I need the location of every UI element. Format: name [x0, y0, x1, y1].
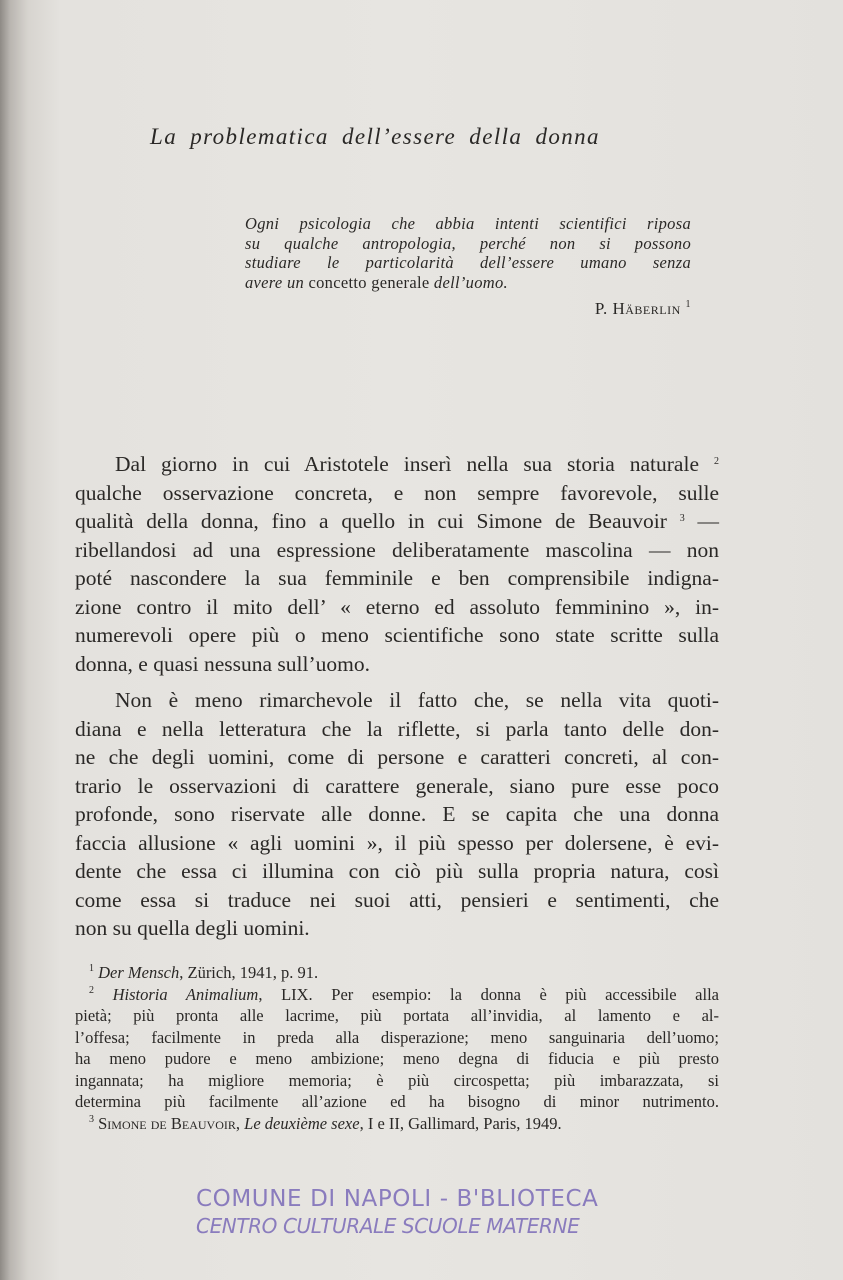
text-span: qualità della donna, fino a quello in cui Simone de Beauvoir — [75, 509, 667, 533]
text-line: faccia allusione « agli uomini », il più spesso per dolersene, è evi- — [75, 830, 719, 855]
paragraph-2 — [75, 686, 719, 943]
text-line: zione contro il mito dell’ « eterno ed assoluto femminino », in- — [75, 594, 719, 619]
footnote-author: Simone de Beauvoir — [98, 1113, 236, 1133]
footnote-title: Le deuxième sexe — [244, 1113, 360, 1133]
footnote-number: 3 — [89, 1113, 94, 1125]
text-line: qualche osservazione concreta, e non sempre favorevole, sulle — [75, 480, 719, 505]
footnote-number: 1 — [89, 963, 94, 974]
footnote-line: ha meno pudore e meno ambizione; meno degna di fiducia e più presto — [75, 1049, 719, 1068]
epigraph — [245, 214, 691, 292]
text-line — [75, 507, 719, 536]
epigraph-line — [245, 273, 691, 293]
footnote-1 — [75, 962, 719, 984]
text-span: Dal giorno in cui Aristotele inserì nella sua storia naturale — [115, 452, 699, 476]
epigraph-roman: concetto generale — [308, 272, 434, 292]
epigraph-line: su qualche antropologia, perché non si possono — [245, 233, 691, 253]
epigraph-author: P. Häberlin — [594, 299, 681, 318]
footnote-text: , I e II, Gallimard, Paris, 1949. — [359, 1113, 562, 1133]
footnote-line: determina più facilmente all’azione ed ha bisogno di minor nutrimento. — [75, 1092, 719, 1111]
text-line — [75, 450, 719, 479]
epigraph-italic: dell’uomo. — [433, 272, 508, 292]
footnote-title: Historia Animalium — [112, 984, 259, 1004]
footnote-3: $^3$ Simone de Beauvoir, Le deuxième sexe, I e II, Gallimard, Paris, 1949. — [89, 1113, 562, 1133]
text-line: ribellandosi ad una espressione deliberatamente mascolina — non — [75, 537, 719, 562]
epigraph-italic: avere un — [245, 272, 309, 292]
library-stamp — [196, 1186, 636, 1238]
text-line: come essa si traduce nei suoi atti, pensieri e sentimenti, che — [75, 887, 719, 912]
footnote-line: pietà; più pronta alle lacrime, più portata all’invidia, al lamento e al- — [75, 1006, 719, 1025]
epigraph-line: studiare le particolarità dell’essere umano senza — [245, 253, 691, 272]
paragraph-1 — [75, 450, 719, 678]
text-line: dente che essa ci illumina con ciò più sulla propria natura, così — [75, 859, 719, 883]
chapter-title: La problematica dell’essere della donna — [150, 124, 600, 149]
footnote-line: ingannata; ha migliore memoria; è più circospetta; più imbarazzata, si — [75, 1070, 719, 1090]
text-line: poté nascondere la sua femminile e ben comprensibile indigna- — [75, 566, 719, 590]
stamp-line: CENTRO CULTURALE SCUOLE MATERNE — [196, 1214, 580, 1238]
footnote-line: l’offesa; facilmente in preda alla disperazione; meno sanguinaria dell’uomo; — [75, 1027, 719, 1047]
epigraph-line: Ogni psicologia che abbia intenti scientifici riposa — [245, 214, 691, 233]
footnote-text: , LIX. Per esempio: la donna è più accessibile alla — [258, 984, 719, 1004]
text-span: — — [684, 509, 720, 533]
footnote-ref: 3 — [679, 513, 685, 524]
text-line: profonde, sono riservate alle donne. E se capita che una donna — [75, 802, 719, 826]
epigraph-attribution — [450, 299, 691, 319]
text-line: trario le osservazioni di carattere generale, siano pure esse poco — [75, 773, 719, 798]
footnote-number: 2 — [89, 984, 94, 996]
footnote-ref: 2 — [714, 456, 719, 467]
text-line: ne che degli uomini, come di persone e caratteri concreti, al con- — [75, 745, 719, 769]
footnote-2 — [75, 984, 719, 1006]
footnote-title: Der Mensch — [98, 963, 180, 982]
text-line: diana e nella letteratura che la riflette, si parla tanto delle don- — [75, 716, 719, 741]
text-line: Non è meno rimarchevole il fatto che, se nella vita quoti- — [115, 688, 719, 712]
footnotes — [75, 962, 719, 1134]
text-line: donna, e quasi nessuna sull’uomo. — [75, 651, 370, 676]
text-line: numerevoli opere più o meno scientifiche sono state scritte sulla — [75, 623, 719, 647]
body-text — [75, 450, 719, 943]
text-line: non su quella degli uomini. — [75, 916, 310, 940]
footnote-ref: 1 — [685, 299, 691, 310]
footnote-text: , Zürich, 1941, p. 91. — [179, 963, 319, 982]
stamp-line: COMUNE DI NAPOLI - B'BLIOTECA — [196, 1186, 599, 1212]
